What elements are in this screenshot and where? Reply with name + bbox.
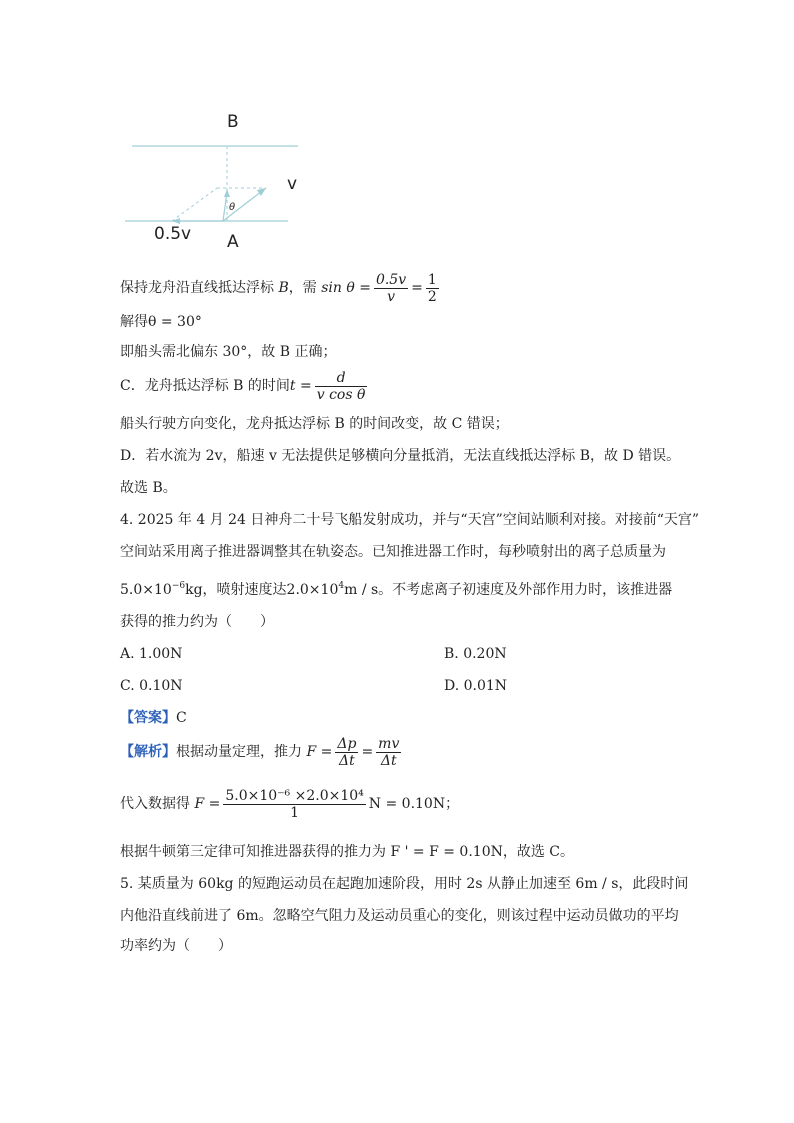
text: 根据动量定理，推力 [176,744,307,760]
substitution-line [120,784,459,824]
text: C．龙舟抵达浮标 B 的时间 [120,378,290,394]
numerator: 5.0×10⁻⁶ ×2.0×10⁴ [225,787,364,804]
fraction [335,736,358,769]
explanation-line [120,732,404,772]
dashed-parallelogram-1 [172,188,217,221]
text: F = [194,796,221,812]
result-line: 解得θ = 30° [120,314,202,330]
denominator: Δt [339,752,355,769]
label-v: v [287,174,298,194]
text: kg，喷射速度达 [185,582,287,598]
numerator: 0.5v [375,271,407,288]
q4-line-3 [120,576,672,600]
fraction [376,736,401,769]
text: B [278,280,289,296]
condition-line [120,270,442,306]
text: ，需 [288,280,322,296]
answer-value: C [176,710,187,726]
option-a: A. 1.00N [120,646,183,662]
option-d-line: D．若水流为 2v，船速 v 无法提供足够横向分量抵消，无法直线抵达浮标 B，故 D 错误。 [120,448,681,464]
fraction [315,370,368,403]
denominator: 2 [427,288,437,305]
text: F = [306,744,333,760]
numerator: mv [378,735,400,752]
choose-line: 故选 B。 [120,480,177,496]
explanation-tag: 【解析】 [120,744,176,760]
label-a: A [227,232,239,252]
superscript: 4 [338,581,345,591]
denominator: v [387,288,395,305]
newton-line: 根据牛顿第三定律可知推进器获得的推力为 F ' = F = 0.10N，故选 C。 [120,844,575,860]
option-c-line [120,368,370,404]
q4-line-4: 获得的推力约为（ ） [120,614,274,630]
q4-line-1: 4. 2025 年 4 月 24 日神舟二十号飞船发射成功，并与“天宫”空间站顺利对接。对接前“天宫” [120,512,700,528]
fraction [374,272,408,305]
numerator: 1 [427,271,437,288]
fraction [426,272,439,305]
answer-line [120,708,187,728]
q5-line-3: 功率约为（ ） [120,938,232,954]
arrow-v [257,188,266,196]
text: 2.0×10 [286,582,339,598]
velocity-diagram [120,110,320,255]
numerator: d [315,370,368,387]
superscript: −6 [171,581,186,591]
arrow-resultant [224,189,230,197]
text: = [411,280,423,296]
numerator: Δp [337,735,357,752]
fraction [223,788,365,821]
q5-line-1: 5. 某质量为 60kg 的短跑运动员在起跑加速阶段，用时 2s 从静止加速至 6m / s，此段时间 [120,876,689,892]
text: sin θ = [321,280,371,296]
q5-line-2: 内他沿直线前进了 6m。忽略空气阻力及运动员重心的变化，则该过程中运动员做功的平均 [120,908,679,924]
option-c: C. 0.10N [120,678,183,694]
text: 保持龙舟沿直线抵达浮标 [120,280,279,296]
text: = [361,744,374,760]
denominator: Δt [380,752,397,769]
text: 代入数据得 [120,796,195,812]
option-b: B. 0.20N [444,646,507,662]
text: t = [289,378,312,394]
label-half-v: 0.5v [154,224,192,244]
denominator: 1 [290,804,300,821]
denominator: v cos θ [316,386,366,403]
text: N = 0.10N； [368,796,460,812]
text: m / s。不考虑离子初速度及外部作用力时，该推进器 [344,582,673,598]
answer-tag: 【答案】 [120,710,176,726]
option-d: D. 0.01N [444,678,508,694]
text: 5.0×10 [120,582,172,598]
label-b: B [227,112,239,132]
direction-line: 即船头需北偏东 30°，故 B 正确； [120,344,337,360]
text-line: 船头行驶方向变化，龙舟抵达浮标 B 的时间改变，故 C 错误； [120,416,509,432]
label-theta: θ [229,202,236,213]
q4-line-2: 空间站采用离子推进器调整其在轨姿态。已知推进器工作时，每秒喷射出的离子总质量为 [120,544,666,560]
